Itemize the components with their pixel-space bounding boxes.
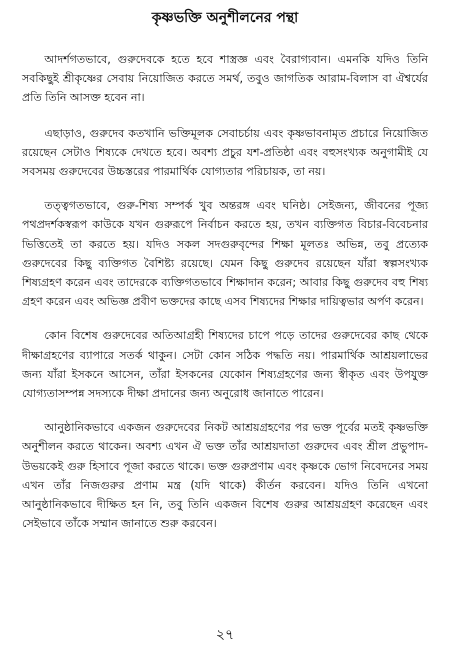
paragraph-2: এছাড়াও, গুরুদেব কতখানি ভক্তিমূলক সেবাচর্চায় এবং কৃষ্ণভাবনামৃত প্রচারে নিয়োজিত রয়েছেন সেটাও শিষ্যকে দেখতে হবে। অবশ্য প্রচুর যশ-প্রতিষ্ঠা এবং বহুসংখ্যক অনুগামীই যে সবসময় গুরুদেবের উচ্চস্তরের পারমার্থিক যোগ্যতার পরিচায়ক, তা নয়। (22, 126, 428, 179)
paragraph-1: আদর্শগতভাবে, গুরুদেবকে হতে হবে শাস্ত্রজ্ঞ এবং বৈরাগ্যবান। এমনকি যদিও তিনি সবকিছুই শ্রীকৃষ্ণের সেবায় নিয়োজিত করতে সমর্থ, তবুও জাগতিক আরাম-বিলাস বা ঐশ্বর্যের প্রতি তিনি আসক্ত হবেন না। (22, 53, 428, 105)
page-title: কৃষ্ণভক্তি অনুশীলনের পন্থা (151, 10, 299, 26)
paragraph-3: তত্ত্বগতভাবে, গুরু-শিষ্য সম্পর্ক খুব অন্তরঙ্গ এবং ঘনিষ্ঠ। সেইজন্য, জীবনের পূজ্য পথপ্রদর্শকস্বরূপ কাউকে যখন গুরুরূপে নির্বাচন করতে হয়, তখন ব্যক্তিগত বিচার-বিবেচনার ভিত্তিতেই তা করতে হয়। যদিও সকল সদগুরুবৃন্দের শিক্ষা মূলতঃ অভিন্ন, তবু প্রত্যেক গুরুদেবের কিছু ব্যক্তিগত বৈশিষ্ট্য রয়েছে। যেমন কিছু গুরুদেব রয়েছেন যাঁরা স্বল্পসংখ্যক শিষ্যগ্রহণ করেন এবং তাদেরকে ব্যক্তিগতভাবে শিক্ষাদান করেন; আবার কিছু গুরুদেব বহু শিষ্য গ্রহণ করেন এবং অভিজ্ঞ প্রবীণ ভক্তদের কাছে এসব শিষ্যদের শিক্ষার দায়িত্বভার অর্পণ করেন। (22, 199, 428, 309)
paragraph-4: কোন বিশেষ গুরুদেবের অতিআগ্রহী শিষ্যদের চাপে পড়ে তাদের গুরুদেবের কাছ থেকে দীক্ষাগ্রহণের ব্যাপারে সতর্ক থাকুন। সেটা কোন সঠিক পদ্ধতি নয়। পারমার্থিক আশ্রয়লাভের জন্য যাঁরা ইসকনে আসেন, তাঁরা ইসকনের যেকোন শিষ্যগ্রহণের জন্য স্বীকৃত এবং উপযুক্ত যোগ্যতাসম্পন্ন সদস্যকে দীক্ষা প্রদানের জন্য অনুরোধ জানাতে পারেন। (22, 329, 428, 401)
page-number: ২৭ (215, 627, 235, 643)
paragraph-5: আনুষ্ঠানিকভাবে একজন গুরুদেবের নিকট আশ্রয়গ্রহণের পর ভক্ত পূর্বের মতই কৃষ্ণভক্তি অনুশীলন করতে থাকেন। অবশ্য এখন ঐ ভক্ত তাঁর আশ্রয়দাতা গুরুদেব এবং শ্রীল প্রভুপাদ- উভয়কেই গুরু হিসাবে পূজা করতে থাকে। ভক্ত গুরুপ্রণাম এবং কৃষ্ণকে ভোগ নিবেদনের সময় এখন তাঁর নিজগুরুর প্রণাম মন্ত্র (যদি থাকে) কীর্তন করবেন। যদিও তিনি এখনো আনুষ্ঠানিকভাবে দীক্ষিত হন নি, তবু তিনি একজন বিশেষ গুরুর আশ্রয়গ্রহণ করেছেন এবং সেইভাবে তাঁকে সম্মান জানাতে শুরু করবেন। (22, 421, 428, 531)
